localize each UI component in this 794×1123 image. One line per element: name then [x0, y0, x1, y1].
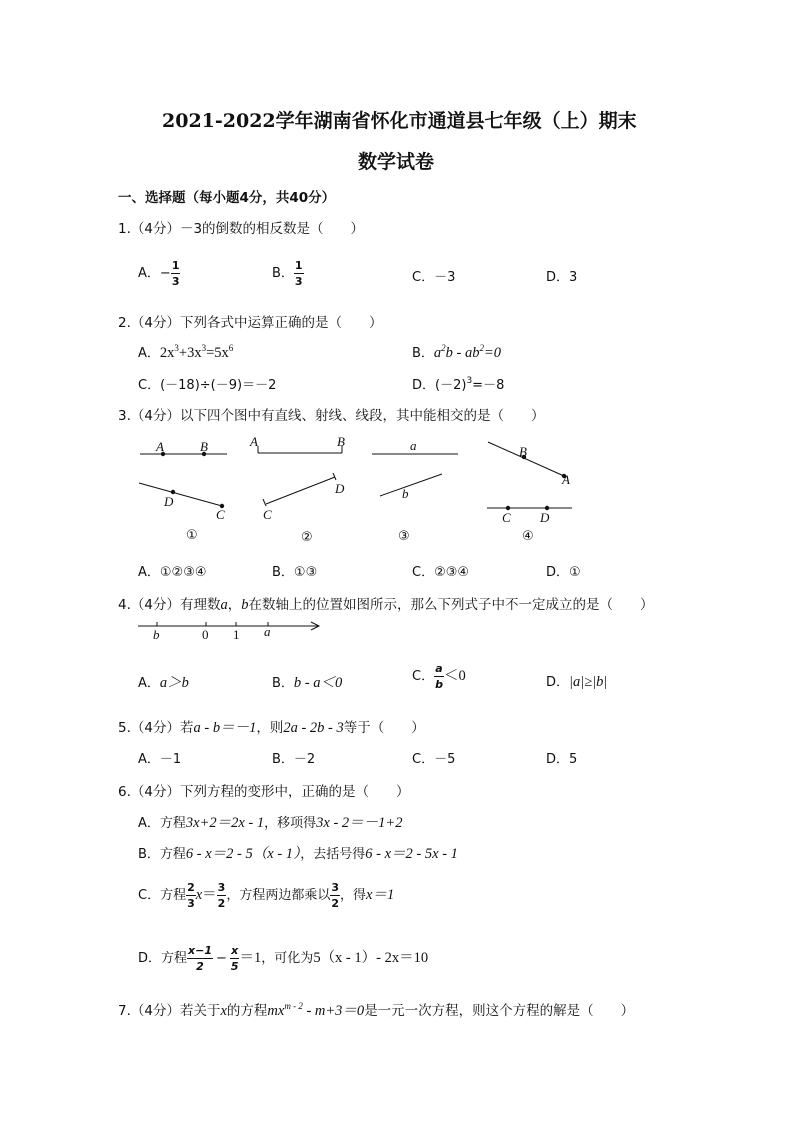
question-4-option-d: D．|a|≥|b| — [546, 674, 608, 690]
question-5-option-c: C．－5 — [412, 752, 456, 767]
question-6-option-a: A．方程3x+2＝2x - 1，移项得3x - 2＝－1+2 — [138, 815, 403, 831]
fig2-label-c: C — [263, 507, 272, 522]
fig4-label-b: B — [519, 444, 527, 459]
section-heading: 一、选择题（每小题4分，共40分） — [118, 190, 336, 206]
fig4-label-c: C — [502, 510, 511, 525]
fig2-number: ② — [301, 530, 313, 545]
question-1-stem: 1.（4分）－3的倒数的相反数是（ ） — [118, 221, 365, 237]
question-3-option-d: D．① — [546, 565, 581, 580]
label-a: a — [264, 624, 271, 639]
fig1-ray-dc — [139, 483, 222, 506]
question-1-option-c: C．－3 — [412, 270, 456, 285]
question-4-stem: 4.（4分）有理数a，b在数轴上的位置如图所示，那么下列式子中不一定成立的是（ ） — [118, 597, 654, 613]
question-5-option-b: B．－2 — [272, 752, 316, 767]
question-1-option-d: D．3 — [546, 270, 578, 285]
question-1-option-a: A．− $\frac{1}{3}$ — [138, 259, 180, 288]
fig2-segment-cd — [266, 477, 335, 504]
question-3-figures — [130, 430, 580, 552]
question-7-stem: 7.（4分）若关于x的方程$mx^{m - 2} - m+3=0$是一元一次方程，则这个方程的解是（ ） — [118, 1001, 635, 1019]
fig3-label-b: b — [402, 486, 409, 501]
fig2-tick-c — [263, 499, 266, 506]
fig4-label-d: D — [540, 510, 550, 525]
fig2-label-a: A — [250, 434, 258, 449]
question-4-option-b: B．b - a＜0 — [272, 675, 343, 691]
question-2-stem: 2.（4分）下列各式中运算正确的是（ ） — [118, 315, 383, 331]
fig1-label-c: C — [216, 507, 225, 522]
question-3-option-b: B．①③ — [272, 565, 318, 580]
fig1-label-b: B — [200, 439, 208, 454]
fig3-label-a: a — [410, 438, 417, 453]
fig1-label-a: A — [156, 439, 164, 454]
question-6-option-b: B．方程6 - x＝2 - 5（x - 1），去括号得6 - x＝2 - 5x - 1 — [138, 846, 458, 862]
fig4-label-a: A — [562, 472, 570, 487]
question-4-option-a: A．a＞b — [138, 675, 189, 691]
question-2-option-b: B．$a^2b - ab^2=0$ — [412, 343, 502, 361]
question-1-option-b: B． $\frac{1}{3}$ — [272, 259, 303, 288]
fig4-number: ④ — [522, 529, 534, 544]
question-2-option-a: A．$2x^3+3x^3=5x^6$ — [138, 343, 234, 361]
page-title: 2021-2022学年湖南省怀化市通道县七年级（上）期末 — [162, 110, 637, 132]
page-subtitle: 数学试卷 — [358, 151, 435, 173]
fig2-label-d: D — [335, 481, 345, 496]
fig1-number: ① — [186, 528, 198, 543]
question-3-stem: 3.（4分）以下四个图中有直线、射线、线段，其中能相交的是（ ） — [118, 408, 545, 424]
question-2-option-d: D．$(-2)^3=-8$ — [412, 376, 505, 393]
fig3-line-b — [380, 474, 442, 496]
label-b: b — [153, 627, 160, 642]
fig1-label-d: D — [164, 494, 174, 509]
number-line — [132, 616, 328, 644]
label-one: 1 — [233, 627, 240, 642]
question-3-option-c: C．②③④ — [412, 565, 470, 580]
fig2-label-b: B — [337, 434, 345, 449]
fig2-tick-d — [333, 473, 336, 480]
question-6-option-d: D．方程 $\frac{x-1}{2}$ − $\frac{x}{5}$ ＝1，可化为5（x - 1）- 2x＝10 — [138, 944, 429, 973]
question-2-option-c: C．(－18)÷(－9)＝－2 — [138, 378, 277, 393]
question-5-stem: 5.（4分）若a - b＝－1，则2a - 2b - 3等于（ ） — [118, 720, 425, 736]
fig3-number: ③ — [398, 529, 410, 544]
question-4-option-c: C． $\frac{a}{b}$ ＜0 — [412, 662, 466, 691]
question-5-option-d: D．5 — [546, 752, 578, 767]
question-6-stem: 6.（4分）下列方程的变形中，正确的是（ ） — [118, 784, 410, 800]
question-6-option-c: C．方程 $\frac{2}{3}$ x＝ $\frac{3}{2}$ ，方程两边都乘以 $\frac{3}{2}$ ，得x＝1 — [138, 881, 395, 910]
question-5-option-a: A．－1 — [138, 752, 182, 767]
question-3-option-a: A．①②③④ — [138, 565, 207, 580]
label-zero: 0 — [202, 627, 209, 642]
